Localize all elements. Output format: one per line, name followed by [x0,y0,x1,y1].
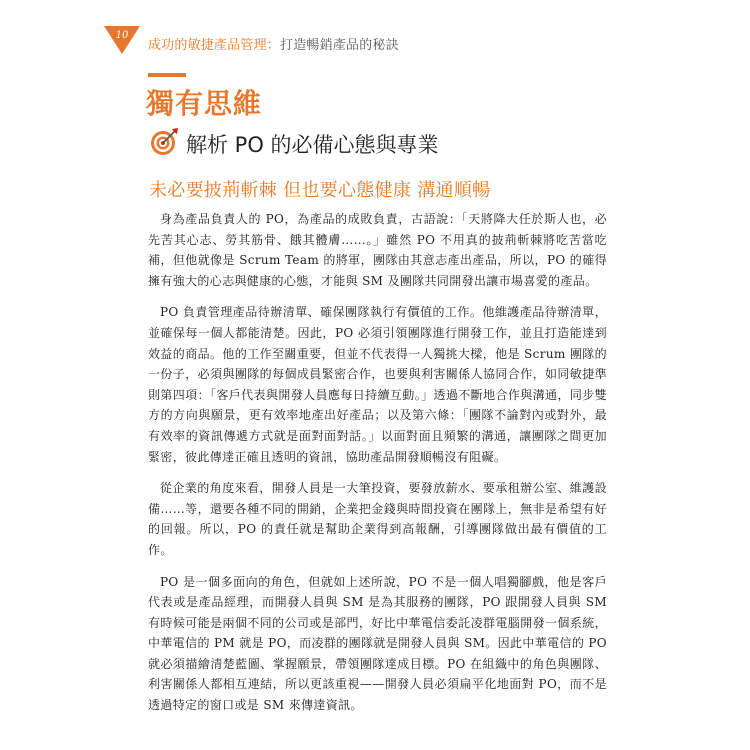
page-number-marker [104,26,140,56]
paragraph: PO 負責管理產品待辦清單、確保團隊執行有價值的工作。他維護產品待辦清單，並確保每一個人都能清楚。因此，PO 必須引領團隊進行開發工作，並且打造能達到效益的商品。他的工作至關重要，但並不代表得一人獨挑大樑，他是 Scrum 團隊的一份子，必須與團隊的每個成員緊密合作，也要與利害關係人協同合作，如同敏捷準則第四項：「客戶代表與開發人員應每日持續互動。」透過不斷地合作與溝通，同步雙方的方向與願景，更有效率地產出好產品；以及第六條：「團隊不論對內或對外，最有效率的資訊傳遞方式就是面對面對話。」以面對面且頻繁的溝通，讓團隊之間更加緊密，彼此傳達正確且透明的資訊，協助產品開發順暢沒有阻礙。 [148,305,607,464]
paragraph: 從企業的角度來看，開發人員是一大筆投資，要發放薪水、要承租辦公室、維護設備……等，還要各種不同的開銷，企業把金錢與時間投資在團隊上，無非是希望有好的回報。所以，PO 的責任就是幫助企業得到高報酬，引導團隊做出最有價值的工作。 [148,481,607,557]
page-number: 10 [115,30,129,41]
paragraph: 身為產品負責人的 PO，為產品的成敗負責，古語說：「天將降大任於斯人也，必先苦其心志、勞其筋骨、餓其體膚……。」雖然 PO 不用真的披荊斬棘將吃苦當吃補，但他就像是 Scrum Team 的將軍，團隊由其意志產出產品，所以，PO 的確得擁有強大的心志與健康的心態，才能與 SM 及團隊共同開發出讓市場喜愛的產品。 [148,212,607,288]
book-title: 成功的敏捷產品管理： [148,38,281,53]
paragraph: PO 是一個多面向的角色，但就如上述所說，PO 不是一個人唱獨腳戲，他是客戶代表或是產品經理，而開發人員與 SM 是為其服務的團隊，PO 跟開發人員與 SM 有時候可能是兩個不同的公司或是部門，好比中華電信委託凌群電腦開發一個系統，中華電信的 PM 就是 PO，而凌群的團隊就是開發人員與 SM。因此中華電信的 PO 就必須描繪清楚藍圖、掌握願景，帶領團隊達成目標。PO 在組織中的角色與團隊、利害關係人都相互連結，所以更該重視——開發人員必須扁平化地面對 PO，而不是透過特定的窗口或是 SM 來傳達資訊。 [148,574,607,713]
article-heading: 未必要披荊斬棘 但也要心態健康 溝通順暢 [149,180,491,201]
target-icon [149,127,179,157]
article-body [148,209,607,727]
running-header [148,34,399,53]
chapter-subtitle: 解析 PO 的必備心態與專業 [186,133,439,157]
section-accent-bar [148,73,186,77]
section-title: 獨有思維 [146,87,263,120]
book-subtitle: 打造暢銷產品的秘訣 [280,38,399,53]
